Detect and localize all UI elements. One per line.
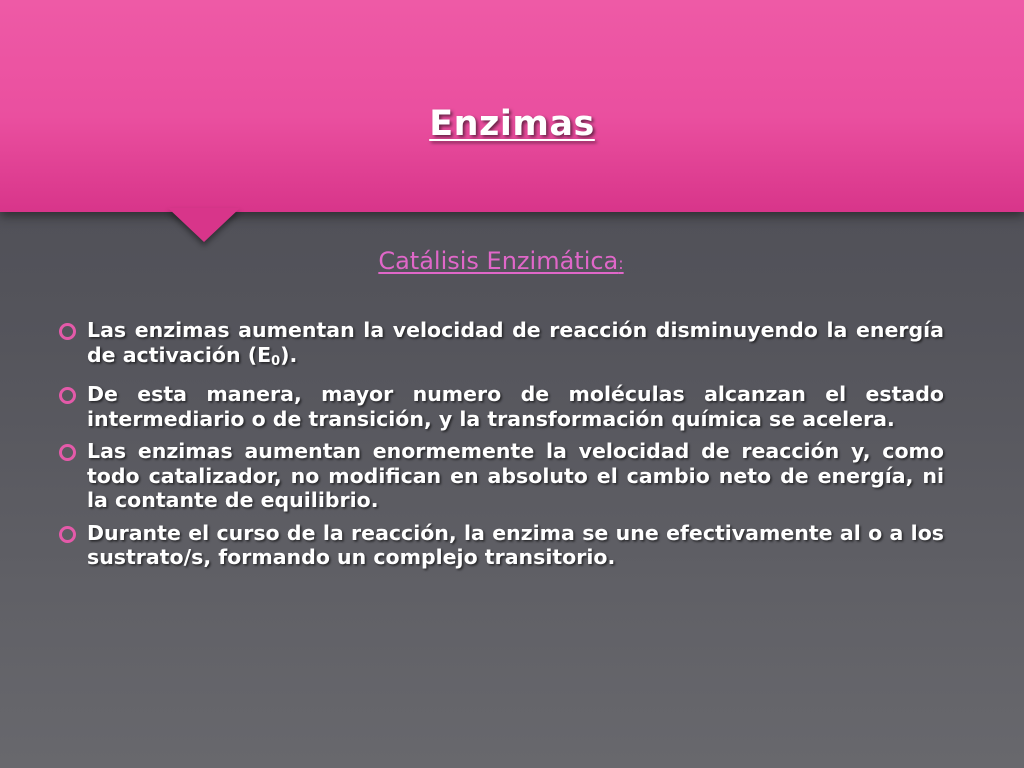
slide-subtitle [0, 247, 1002, 275]
bullet-item [58, 521, 944, 570]
ring-bullet-icon [59, 526, 76, 543]
bullet-item [58, 439, 944, 513]
ring-bullet-icon [59, 387, 76, 404]
bullet-text: De esta manera, mayor numero de moléculas alcanzan el estado intermediario o de transición, y la transformación química se acelera. [87, 382, 944, 431]
bullet-subscript: 0 [271, 353, 281, 369]
bullet-suffix: ). [280, 342, 298, 367]
subtitle-colon: : [618, 254, 624, 273]
bullet-text: Las enzimas aumentan la velocidad de reacción disminuyendo la energía de activación (E [87, 318, 944, 367]
bullet-text: Las enzimas aumentan enormemente la velocidad de reacción y, como todo catalizador, no modifican en absoluto el cambio neto de energía, ni la contante de equilibrio. [87, 439, 944, 512]
subtitle-text: Catálisis Enzimática [378, 247, 619, 275]
title-banner [0, 0, 1024, 212]
ring-bullet-icon [59, 323, 76, 340]
bullet-item [58, 318, 944, 374]
bullet-text: Durante el curso de la reacción, la enzima se une efectivamente al o a los sustrato/s, formando un complejo transitorio. [87, 520, 944, 569]
slide-title: Enzimas [429, 104, 595, 144]
banner-pointer [168, 208, 240, 242]
ring-bullet-icon [59, 444, 76, 461]
bullet-list [58, 318, 944, 578]
bullet-item [58, 382, 944, 431]
